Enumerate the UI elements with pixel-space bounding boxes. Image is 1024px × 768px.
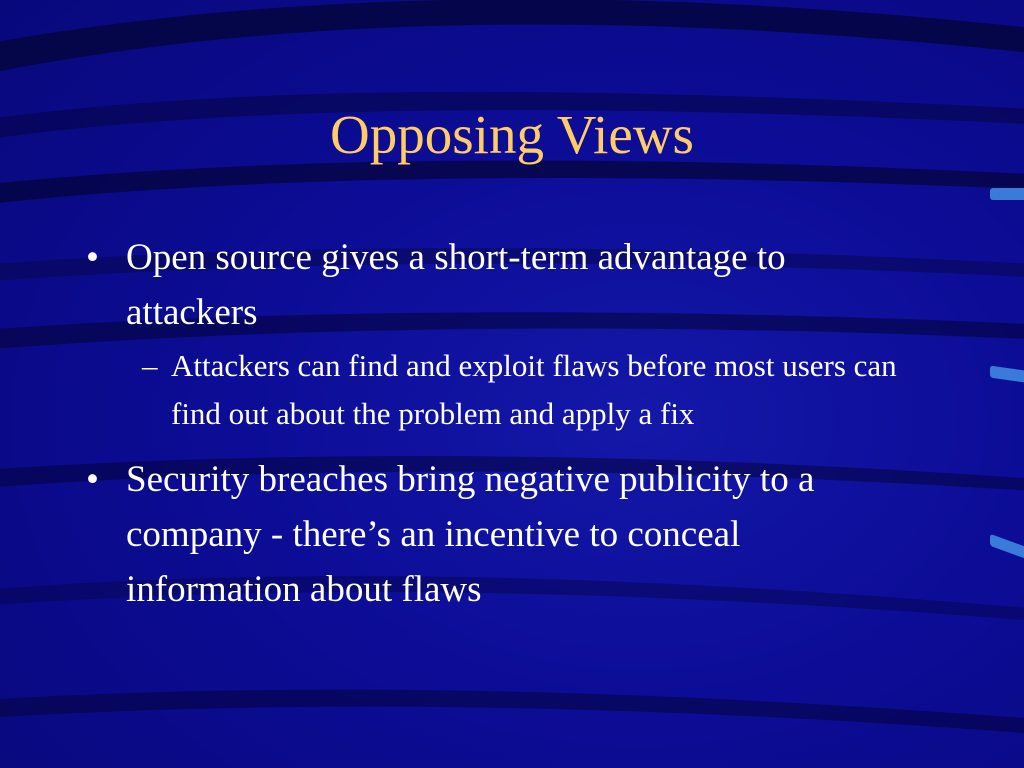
side-accent-mark (990, 188, 1024, 200)
bullet-list (84, 230, 914, 617)
bullet-text: Open source gives a short-term advantage to attackers (126, 237, 786, 333)
bullet-item (84, 452, 914, 617)
bullet-marker: • (86, 237, 99, 278)
sub-bullet-item (84, 342, 914, 438)
bullet-marker: • (86, 459, 99, 500)
bullet-item (84, 230, 914, 340)
sub-bullet-text: Attackers can find and exploit flaws before most users can find out about the problem and apply a fix (171, 348, 897, 431)
sub-bullet-marker: – (142, 348, 158, 383)
bullet-text: Security breaches bring negative publicity to a company - there’s an incentive to conceal information about flaws (126, 459, 815, 610)
slide-title: Opposing Views (330, 104, 694, 165)
